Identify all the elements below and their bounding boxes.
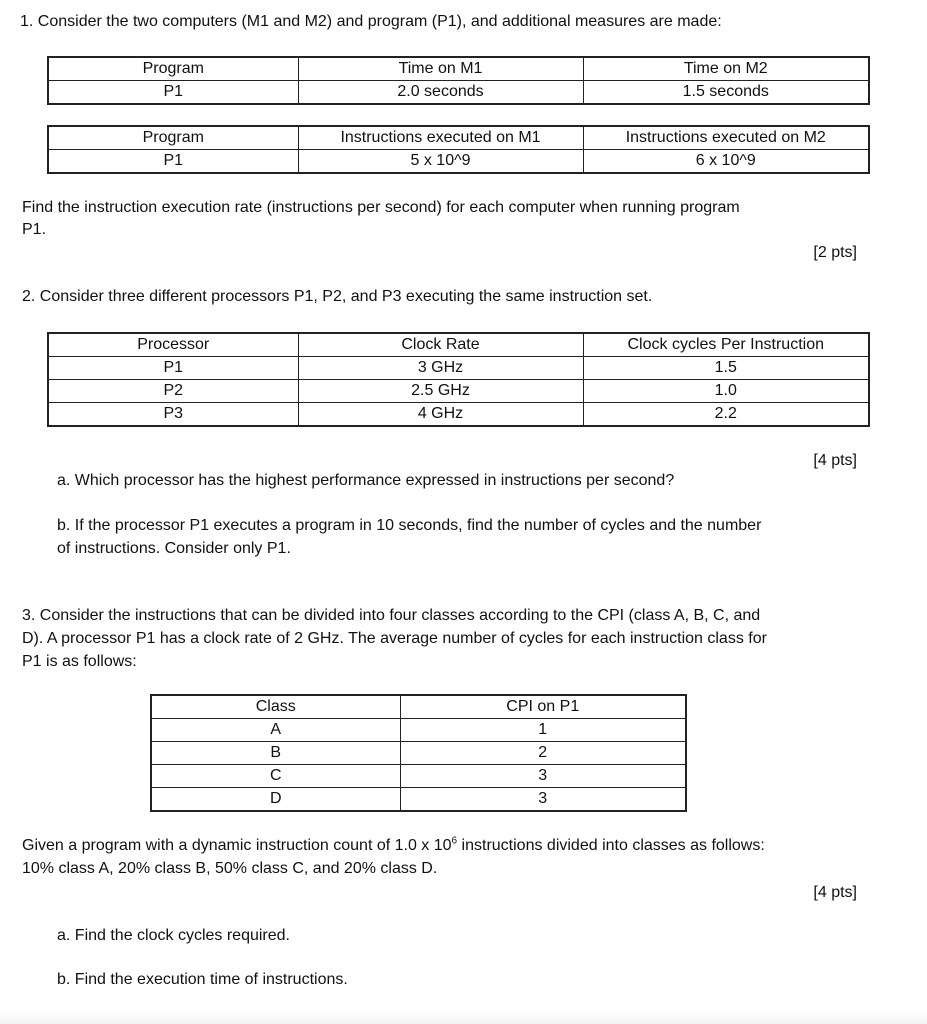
- table-cell: P1: [48, 81, 298, 105]
- table-header-cell: Time on M2: [583, 57, 869, 81]
- q3-part-a: a. Find the clock cycles required.: [57, 927, 290, 944]
- table-cell: D: [151, 788, 400, 812]
- table-cell: 1.0: [583, 380, 869, 403]
- q3-given-line2: 10% class A, 20% class B, 50% class C, and 20% class D.: [22, 860, 438, 877]
- q3-intro-line2: D). A processor P1 has a clock rate of 2 GHz. The average number of cycles for each instruction class for: [22, 630, 767, 647]
- table-row: [48, 380, 869, 403]
- table-cell: P1: [48, 150, 298, 174]
- table-cell: 2.0 seconds: [298, 81, 583, 105]
- table-header-row: [151, 695, 686, 719]
- q2-processor-table: [47, 332, 870, 427]
- table-cell: 1.5: [583, 357, 869, 380]
- table-header-row: [48, 126, 869, 150]
- q1-question-line2: P1.: [22, 221, 47, 238]
- table-row: [48, 357, 869, 380]
- q1-instructions-table: [47, 125, 870, 174]
- table-row: [48, 81, 869, 105]
- table-row: [48, 403, 869, 427]
- table-row: [151, 765, 686, 788]
- table-header-cell: Time on M1: [298, 57, 583, 81]
- table-header-cell: CPI on P1: [400, 695, 686, 719]
- table-cell: 1: [400, 719, 686, 742]
- table-header-cell: Class: [151, 695, 400, 719]
- table-cell: P1: [48, 357, 298, 380]
- table-header-row: [48, 57, 869, 81]
- table-cell: B: [151, 742, 400, 765]
- q3-part-b: b. Find the execution time of instructions.: [57, 971, 348, 988]
- table-header-cell: Instructions executed on M2: [583, 126, 869, 150]
- table-cell: P3: [48, 403, 298, 427]
- q3-intro-line3: P1 is as follows:: [22, 653, 137, 670]
- table-cell: 3: [400, 765, 686, 788]
- table-row: [151, 788, 686, 812]
- q3-given-line1: [22, 836, 765, 856]
- table-header-cell: Processor: [48, 333, 298, 357]
- table-cell: 3 GHz: [298, 357, 583, 380]
- q1-intro: 1. Consider the two computers (M1 and M2) and program (P1), and additional measures are made:: [20, 13, 722, 30]
- table-header-cell: Program: [48, 126, 298, 150]
- table-cell: 4 GHz: [298, 403, 583, 427]
- q2-part-b-line1: b. If the processor P1 executes a program in 10 seconds, find the number of cycles and the number: [57, 517, 762, 534]
- q2-points: [4 pts]: [813, 452, 857, 469]
- given-text-pre: Given a program with a dynamic instruction count of 1.0 x 10: [22, 837, 452, 854]
- q1-points: [2 pts]: [813, 244, 857, 261]
- table-cell: 2.2: [583, 403, 869, 427]
- table-cell: 1.5 seconds: [583, 81, 869, 105]
- table-cell: P2: [48, 380, 298, 403]
- q1-time-table: [47, 56, 870, 105]
- table-header-cell: Program: [48, 57, 298, 81]
- table-header-cell: Clock Rate: [298, 333, 583, 357]
- table-cell: 2: [400, 742, 686, 765]
- q2-intro: 2. Consider three different processors P1, P2, and P3 executing the same instruction set.: [22, 288, 653, 305]
- table-row: [151, 742, 686, 765]
- table-cell: 5 x 10^9: [298, 150, 583, 174]
- table-cell: 2.5 GHz: [298, 380, 583, 403]
- table-header-row: [48, 333, 869, 357]
- q2-part-a: a. Which processor has the highest performance expressed in instructions per second?: [57, 472, 675, 489]
- q3-intro-line1: 3. Consider the instructions that can be divided into four classes according to the CPI (class A, B, C, and: [22, 607, 761, 624]
- table-row: [48, 150, 869, 174]
- table-header-cell: Instructions executed on M1: [298, 126, 583, 150]
- table-cell: 6 x 10^9: [583, 150, 869, 174]
- q3-cpi-table: [150, 694, 687, 812]
- table-row: [151, 719, 686, 742]
- q3-points: [4 pts]: [813, 884, 857, 901]
- q1-question-line1: Find the instruction execution rate (instructions per second) for each computer when running program: [22, 199, 740, 216]
- table-header-cell: Clock cycles Per Instruction: [583, 333, 869, 357]
- table-cell: A: [151, 719, 400, 742]
- table-cell: 3: [400, 788, 686, 812]
- given-exponent: 6: [451, 835, 458, 847]
- q2-part-b-line2: of instructions. Consider only P1.: [57, 540, 291, 557]
- given-text-post: instructions divided into classes as follows:: [457, 837, 765, 854]
- page-bottom-edge: [0, 1010, 927, 1024]
- table-cell: C: [151, 765, 400, 788]
